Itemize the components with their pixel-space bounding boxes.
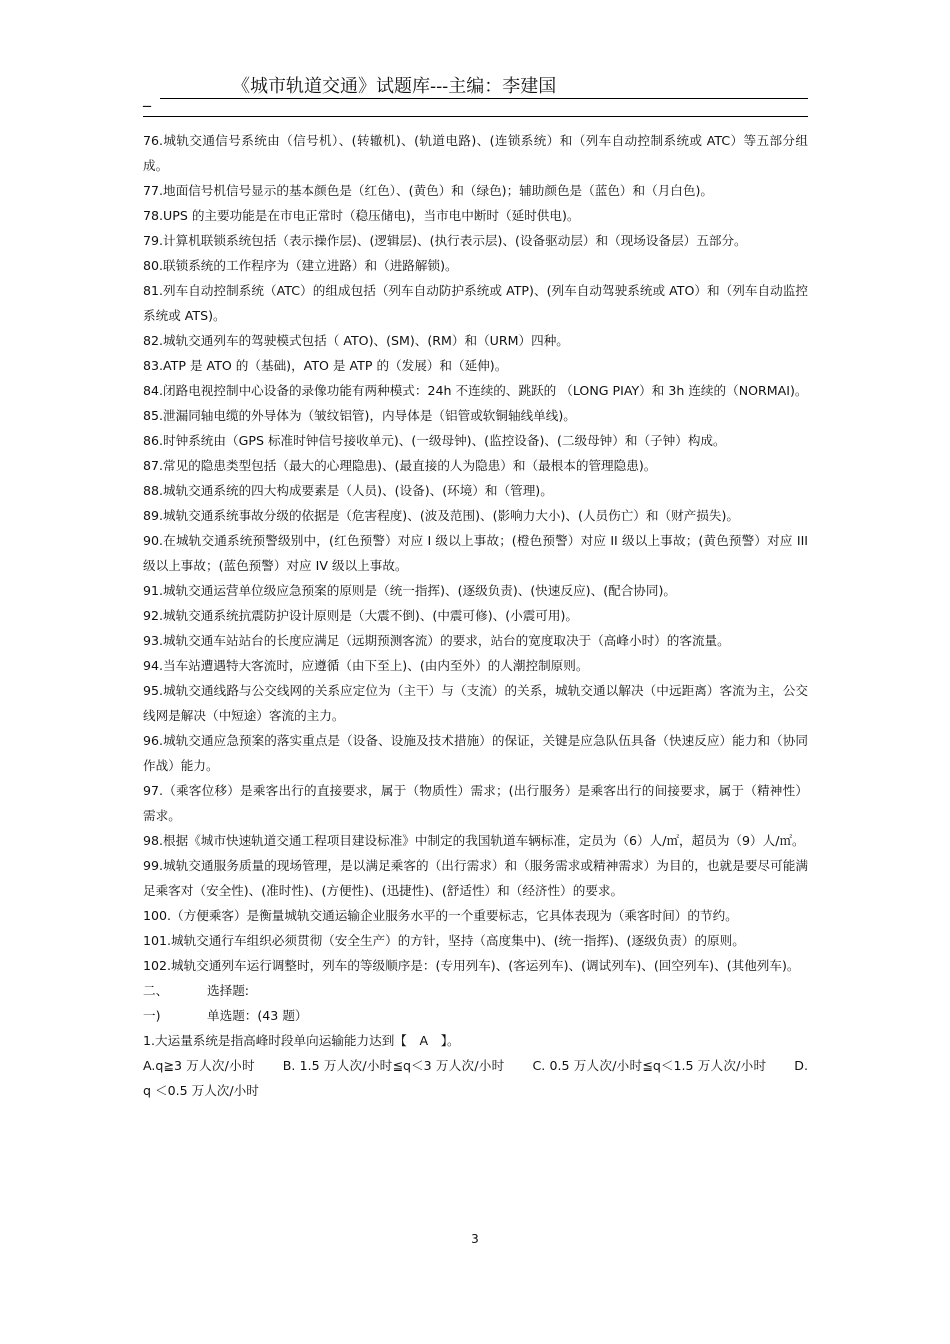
question-93: 93.城轨交通车站站台的长度应满足（远期预测客流）的要求，站台的宽度取决于（高峰小时）的客流量。: [143, 633, 730, 648]
question-97: 97.（乘客位移）是乘客出行的直接要求，属于（物质性）需求；(出行服务）是乘客出行的间接要求，属于（精神性）需求。: [143, 783, 808, 823]
question-83: 83.ATP 是 ATO 的（基础)，ATO 是 ATP 的（发展）和（延伸)。: [143, 358, 508, 373]
question-85: 85.泄漏同轴电缆的外导体为（皱纹铝管)，内导体是（铝管或软铜轴线单线)。: [143, 408, 576, 423]
question-92: 92.城轨交通系统抗震防护设计原则是（大震不倒)、(中震可修)、(小震可用)。: [143, 608, 579, 623]
question-84: 84.闭路电视控制中心设备的录像功能有两种模式：24h 不连续的、跳跃的 （LONG PIAY）和 3h 连续的（NORMAI)。: [143, 383, 808, 398]
choice-question-1: 1.大运量系统是指高峰时段单向运输能力达到【 A 】。: [143, 1033, 460, 1048]
option-d: D. q ＜0.5 万人次/小时: [143, 1058, 808, 1098]
fill-in-questions: [143, 128, 808, 978]
section-number: 二、: [143, 983, 169, 998]
question-90: 90.在城轨交通系统预警级别中，(红色预警）对应 I 级以上事故；(橙色预警）对应 II 级以上事故；(黄色预警）对应 III 级以上事故；(蓝色预警）对应 IV 级以上事故。: [143, 533, 808, 573]
question-101: 101.城轨交通行车组织必须贯彻（安全生产）的方针，坚持（高度集中)、(统一指挥)、(逐级负责）的原则。: [143, 933, 745, 948]
question-88: 88.城轨交通系统的四大构成要素是（人员)、(设备)、(环境）和（管理)。: [143, 483, 553, 498]
question-79: 79.计算机联锁系统包括（表示操作层)、(逻辑层)、(执行表示层)、(设备驱动层）和（现场设备层）五部分。: [143, 233, 747, 248]
section-heading: [143, 978, 808, 1003]
question-95: 95.城轨交通线路与公交线网的关系应定位为（主干）与（支流）的关系，城轨交通以解决（中远距离）客流为主，公交线网是解决（中短途）客流的主力。: [143, 683, 808, 723]
header-divider: [143, 116, 808, 117]
question-99: 99.城轨交通服务质量的现场管理，是以满足乘客的（出行需求）和（服务需求或精神需求）为目的，也就是要尽可能满足乘客对（安全性)、(准时性)、(方便性)、(迅捷性)、(舒适性）和（经济性）的要求。: [143, 858, 808, 898]
page-number: 3: [471, 1232, 479, 1246]
question-98: 98.根据《城市快速轨道交通工程项目建设标准》中制定的我国轨道车辆标准，定员为（6）人/㎡，超员为（9）人/㎡。: [143, 833, 805, 848]
question-81: 81.列车自动控制系统（ATC）的组成包括（列车自动防护系统或 ATP)、(列车自动驾驶系统或 ATO）和（列车自动监控系统或 ATS)。: [143, 283, 808, 323]
question-96: 96.城轨交通应急预案的落实重点是（设备、设施及技术措施）的保证，关键是应急队伍具备（快速反应）能力和（协同作战）能力。: [143, 733, 808, 773]
choice-options: [143, 1053, 808, 1103]
subsection-title: 单选题：(43 题）: [207, 1008, 308, 1023]
question-94: 94.当车站遭遇特大客流时，应遵循（由下至上)、(由内至外）的人潮控制原则。: [143, 658, 589, 673]
question-76: 76.城轨交通信号系统由（信号机）、(转辙机)、(轨道电路)、(连锁系统）和（列车自动控制系统或 ATC）等五部分组成。: [143, 133, 808, 173]
document-body: [143, 128, 808, 1103]
question-78: 78.UPS 的主要功能是在市电正常时（稳压储电)，当市电中断时（延时供电)。: [143, 208, 580, 223]
section-title: 选择题:: [207, 983, 250, 998]
header-underline: [160, 98, 808, 99]
option-c: C. 0.5 万人次/小时≦q＜1.5 万人次/小时: [532, 1058, 767, 1073]
option-a: A.q≧3 万人次/小时: [143, 1058, 255, 1073]
header-title: 《城市轨道交通》试题库---主编：李建国: [232, 76, 557, 97]
question-102: 102.城轨交通列车运行调整时，列车的等级顺序是：(专用列车)、(客运列车)、(调试列车)、(回空列车)、(其他列车)。: [143, 958, 800, 973]
question-80: 80.联锁系统的工作程序为（建立进路）和（进路解锁)。: [143, 258, 458, 273]
page-header: [0, 70, 950, 110]
question-89: 89.城轨交通系统事故分级的依据是（危害程度)、(波及范围)、(影响力大小)、(人员伤亡）和（财产损失)。: [143, 508, 739, 523]
option-b: B. 1.5 万人次/小时≦q＜3 万人次/小时: [282, 1058, 505, 1073]
question-82: 82.城轨交通列车的驾驶模式包括（ ATO)、(SM)、(RM）和（URM）四种。: [143, 333, 569, 348]
question-87: 87.常见的隐患类型包括（最大的心理隐患)、(最直接的人为隐患）和（最根本的管理隐患)。: [143, 458, 657, 473]
subsection-heading: [143, 1003, 808, 1028]
header-dash: _: [143, 88, 151, 107]
subsection-number: 一): [143, 1008, 161, 1023]
question-77: 77.地面信号机信号显示的基本颜色是（红色）、(黄色）和（绿色)；辅助颜色是（蓝色）和（月白色)。: [143, 183, 713, 198]
question-91: 91.城轨交通运营单位级应急预案的原则是（统一指挥)、(逐级负责)、(快速反应)、(配合协同)。: [143, 583, 676, 598]
question-86: 86.时钟系统由（GPS 标准时钟信号接收单元)、(一级母钟)、(监控设备)、(二级母钟）和（子钟）构成。: [143, 433, 726, 448]
question-100: 100.（方便乘客）是衡量城轨交通运输企业服务水平的一个重要标志，它具体表现为（乘客时间）的节约。: [143, 908, 738, 923]
